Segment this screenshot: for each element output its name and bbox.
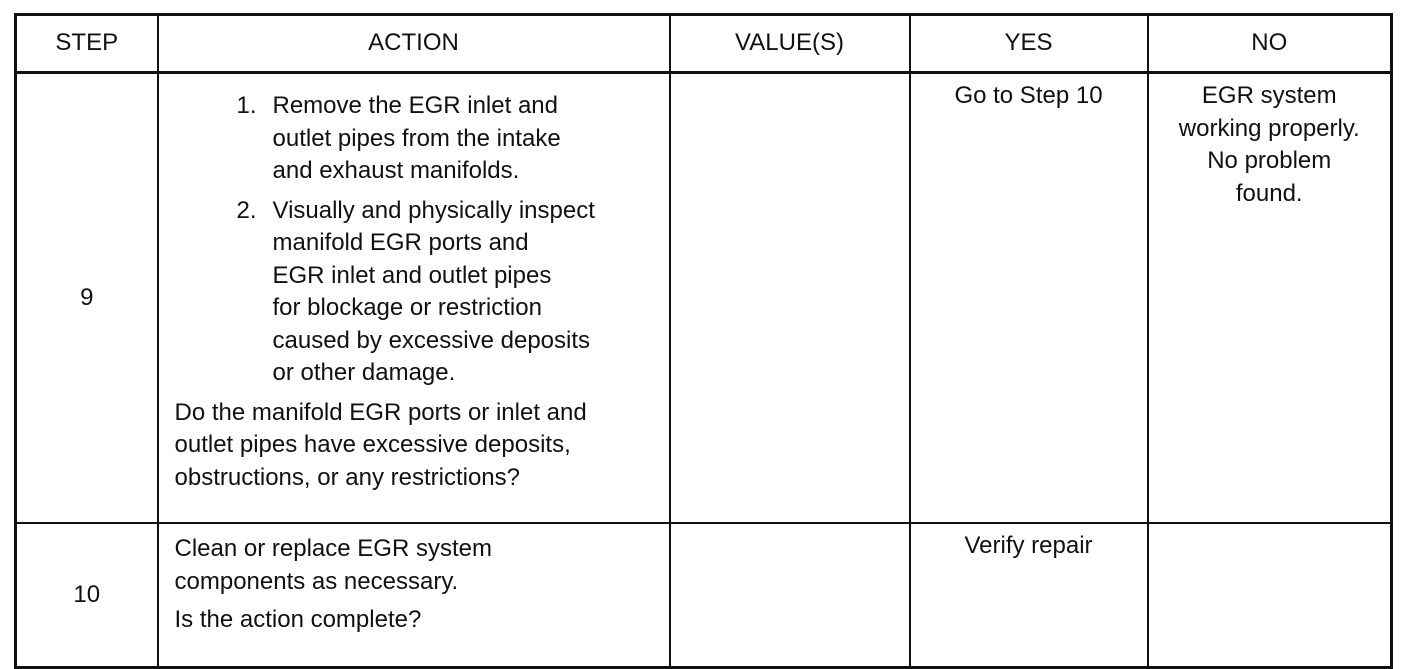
header-values: VALUE(S)	[670, 15, 910, 73]
action-cell	[158, 73, 670, 524]
header-step: STEP	[16, 15, 158, 73]
diagnostic-table	[14, 13, 1393, 669]
header-no: NO	[1148, 15, 1392, 73]
table-row-step-9	[16, 73, 1392, 524]
action-question: Do the manifold EGR ports or inlet and outlet pipes have excessive deposits, obstructions, or any restrictions?	[174, 398, 587, 491]
action-step-item	[175, 90, 659, 188]
action-steps-list	[175, 90, 659, 390]
action-step-text: Visually and physically inspect manifold EGR ports and EGR inlet and outlet pipes for blockage or restriction caused by excessive deposits or other damage.	[272, 196, 595, 386]
action-text: Clean or replace EGR system components as necessary.	[174, 535, 492, 595]
header-row	[16, 15, 1392, 73]
action-cell	[158, 523, 670, 668]
no-cell	[1148, 523, 1392, 668]
action-step-number: 1.	[236, 92, 257, 119]
header-yes: YES	[910, 15, 1148, 73]
action-step-item	[175, 195, 659, 390]
values-cell	[670, 523, 910, 668]
values-cell	[670, 73, 910, 524]
step-number: 9	[16, 73, 158, 524]
action-question: Is the action complete?	[174, 606, 422, 633]
no-cell: EGR system working properly. No problem found.	[1148, 73, 1392, 524]
step-number: 10	[16, 523, 158, 668]
action-step-text: Remove the EGR inlet and outlet pipes from the intake and exhaust manifolds.	[272, 92, 561, 184]
header-action: ACTION	[158, 15, 670, 73]
action-step-number: 2.	[236, 196, 257, 224]
yes-cell: Go to Step 10	[910, 73, 1148, 524]
table-row-step-10	[16, 523, 1392, 668]
yes-cell: Verify repair	[910, 523, 1148, 668]
